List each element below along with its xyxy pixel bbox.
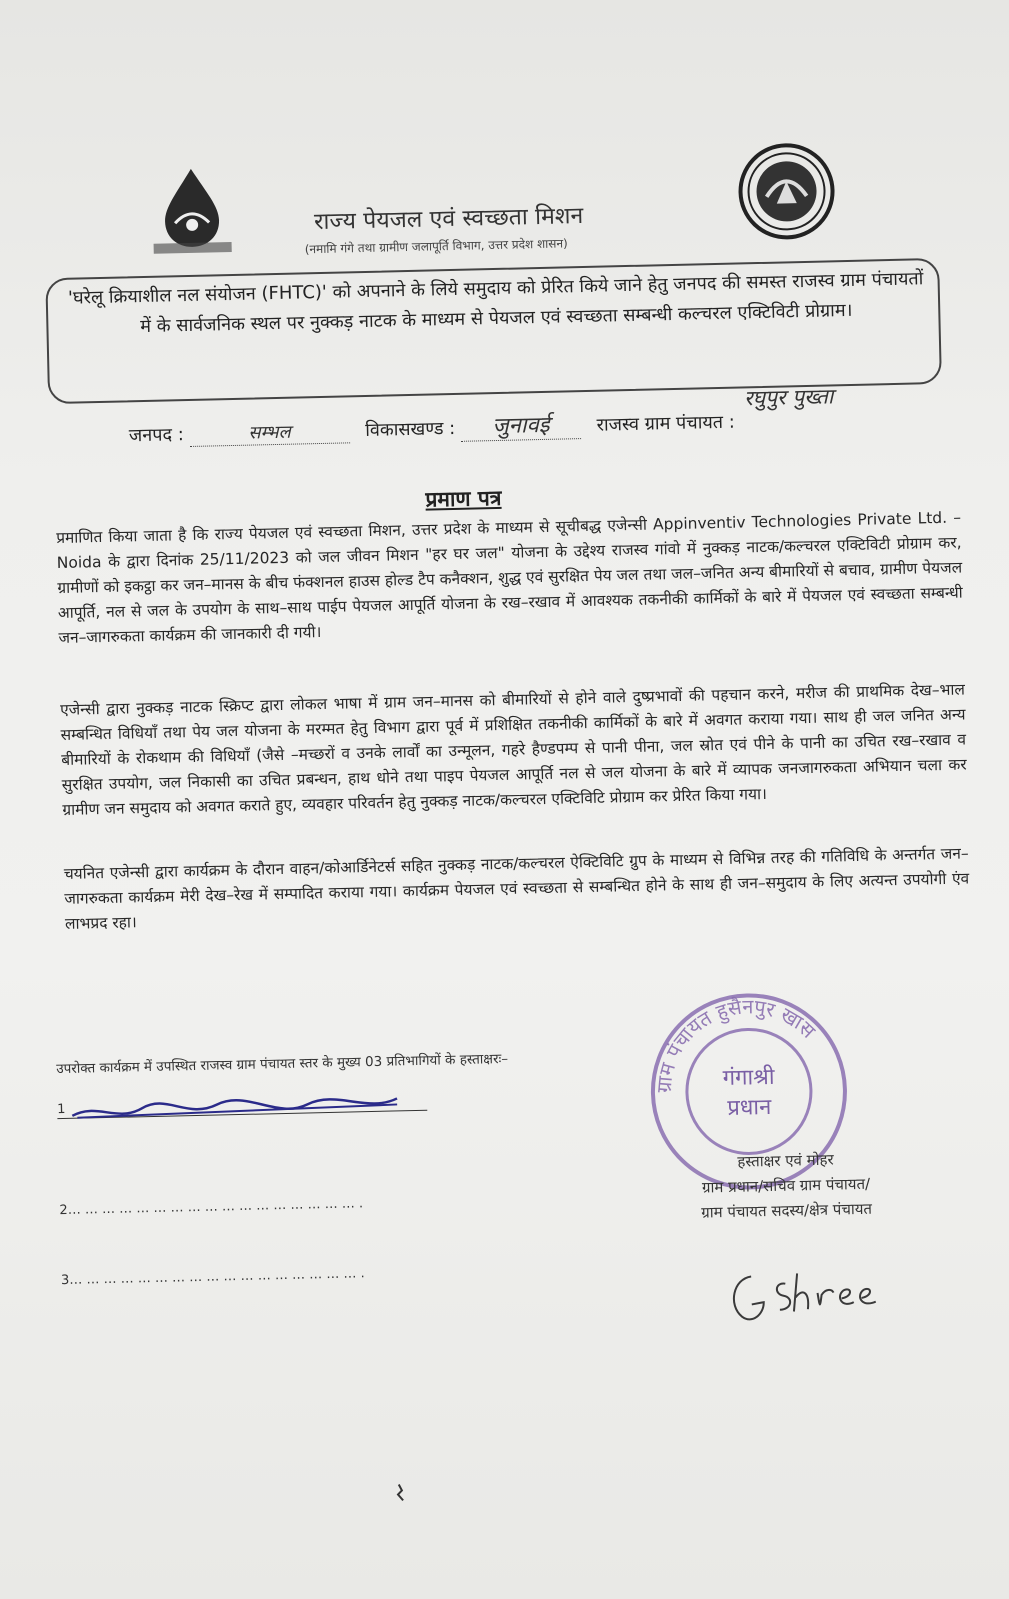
certificate-title: प्रमाण पत्र [425,485,502,512]
participant-signature-line-3: 3… … … … … … … … … … … … … … … … … . [60,1266,365,1289]
signature-caption-line-2: ग्राम प्रधान/सचिव ग्राम पंचायत/ [701,1174,871,1197]
gram-panchayat-value-text: रघुपुर पुख्ता [743,384,834,411]
har-ghar-jal-logo-icon [146,164,238,256]
gram-panchayat-label: राजस्व ग्राम पंचायत : [596,411,736,436]
handwritten-signature-g-shree [723,1261,905,1335]
certificate-paragraph-2: एजेन्सी द्वारा नुक्कड़ नाटक स्क्रिप्ट द्वारा लोकल भाषा में ग्राम जन–मानस को बीमारियों से होने वाले दुष्प्रभावों की पहचान करने, मरीज की प्राथमिक देख–भाल सम्बन्धित विधियाँ तथा पेय जल योजना के मरम्मत हेतु विभाग द्वारा पूर्व में प्रशिक्षित तकनीकी कार्मिकों के बारे में अवगत कराया गया। साथ ही जल जनित अन्य बीमारियों के रोकथाम की विधियाँ (जैसे –मच्छरों व उनके लार्वों का उन्मूलन, गहरे हैण्डपम्प से पानी पीना, जल स्रोत एवं पीने के पानी का उचित रख–रखाव व सुरक्षित उपयोग, जल निकासी का उचित प्रबन्धन, हाथ धोने तथा पाइप पेयजल आपूर्ति नल से जल योजना के बारे में व्यापक जनजागरुकता अभियान चला कर ग्रामीण जन समुदाय को अवगत कराते हुए, व्यवहार परिवर्तन हेतु नुक्कड़ नाटक/कल्चरल एक्टिविटि प्रोग्राम कर प्रेरित किया गया। [59,680,967,819]
participant-line-1-number: 1 [57,1101,66,1118]
location-fields [128,384,989,450]
vikaskhand-label: विकासखण्ड : [365,417,456,441]
janpad-label: जनपद : [128,424,185,447]
participant-signature-line-1 [57,1101,427,1119]
program-banner-text: 'घरेलू क्रियाशील नल संयोजन (FHTC)' को अपनाने के लिये समुदाय को प्रेरित किये जाने हेतु जनपद की समस्त राजस्व ग्राम पंचायतों में के सार्वजनिक स्थल पर नुक्कड़ नाटक के माध्यम से पेयजल एवं स्वच्छता सम्बन्धी कल्चरल एक्टिविटी प्रोग्राम। [67,268,924,338]
signature-caption-line-3: ग्राम पंचायत सदस्य/क्षेत्र पंचायत [701,1199,873,1222]
janpad-value-text: सम्भल [248,421,291,444]
gram-panchayat-value [744,382,834,412]
vikaskhand-value [461,408,582,442]
certificate-paragraph-1: प्रमाणित किया जाता है कि राज्य पेयजल एवं स्वच्छता मिशन, उत्तर प्रदेश के माध्यम से सूचीबद्ध एजेन्सी Appinventiv Technologies Private Ltd. – Noida के द्वारा दिनांक 25/11/2023 को जल जीवन मिशन "हर घर जल" योजना के उद्देश्य राजस्व गांवो में नुक्कड़ नाटक/कल्चरल एक्टिविटी प्रोग्राम कर, ग्रामीणों को इकट्ठा कर जन–मानस के बीच फंक्शनल हाउस होल्ड टैप कनैक्शन, शुद्ध एवं सुरक्षित पेय जल तथा जल–जनित अन्य बीमारियों से बचाव, ग्रामीण पेयजल आपूर्ति, नल से जल के उपयोग के साथ–साथ पाईप पेयजल आपूर्ति योजना के रख–रखाव में आवश्यक तकनीकी कार्मिकों के बारे में पेयजल एवं स्वच्छता सम्बन्धी जन–जागरुकता कार्यक्रम की जानकारी दी गयी। [56,508,963,647]
participants-label: उपरोक्त कार्यक्रम में उपस्थित राजस्व ग्राम पंचायत स्तर के मुख्य 03 प्रतिभागियों के हस्ताक्षरः– [56,1050,509,1078]
vikaskhand-value-text: जुनावई [492,412,550,440]
ink-mark-icon [396,1482,406,1502]
stamp-role: प्रधान [727,1094,772,1121]
participant-1-signature-scribble [67,1090,408,1128]
uttar-pradesh-emblem-icon [735,140,837,242]
signature-caption-line-1: हस्ताक्षर एवं मोहर [737,1150,834,1171]
organization-title: राज्य पेयजल एवं स्वच्छता मिशन [313,202,584,236]
participant-signature-line-2: 2… … … … … … … … … … … … … … … … … . [59,1196,364,1219]
stamp-ring-text: ग्राम पंचायत हुसैनपुर खास [651,994,821,1094]
janpad-value [189,418,350,447]
certificate-paragraph-3: चयनित एजेन्सी द्वारा कार्यक्रम के दौरान वाहन/कोआर्डिनेटर्स सहित नुक्कड़ नाटक/कल्चरल ऐक्टिविटि ग्रुप के माध्यम से विभिन्न तरह की गतिविधि के अन्तर्गत जन–जागरुकता कार्यक्रम मेरी देख–रेख में सम्पादित कराया गया। कार्यक्रम पेयजल एवं स्वच्छता से सम्बन्धित होने के साथ ही जन–समुदाय के लिए अत्यन्त उपयोगी एंव लाभप्रद रहा। [63,844,970,933]
signature-caption [660,1146,912,1227]
stamp-name: गंगाश्री [722,1064,775,1092]
organization-subtitle: (नमामि गंगे तथा ग्रामीण जलापूर्ति विभाग, उत्तर प्रदेश शासन) [304,236,568,257]
